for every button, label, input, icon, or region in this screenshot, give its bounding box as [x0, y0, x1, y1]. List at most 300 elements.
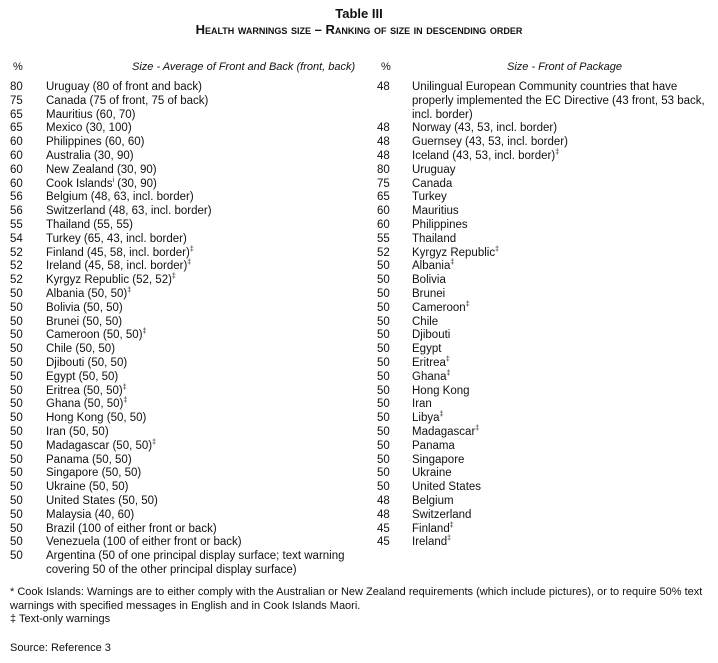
table-row — [377, 467, 712, 481]
country-entry — [46, 233, 370, 247]
country-entry — [46, 550, 370, 578]
country-entry — [412, 164, 712, 178]
percent-value: 80 — [377, 163, 390, 176]
footnote-mark: ‡ — [445, 356, 450, 364]
percent-value: 50 — [10, 356, 23, 369]
percent-value: 56 — [10, 191, 23, 204]
country-text: Brunei (50, 50) — [46, 315, 123, 328]
country-entry — [46, 81, 370, 95]
percent-value: 45 — [377, 536, 390, 549]
country-text: Libya — [412, 412, 440, 425]
country-entry — [46, 122, 370, 136]
table-row — [10, 412, 370, 426]
table-title: Table III — [335, 6, 383, 21]
percent-value: 50 — [377, 260, 390, 273]
country-entry — [412, 343, 712, 357]
country-entry — [46, 481, 370, 495]
table-row — [10, 523, 370, 537]
country-entry — [46, 136, 370, 150]
country-text: Chile (50, 50) — [46, 343, 116, 356]
percent-value: 50 — [377, 481, 390, 494]
country-text: Malaysia (40, 60) — [46, 508, 135, 521]
table-row — [10, 316, 370, 330]
percent-value: 50 — [10, 315, 23, 328]
country-entry — [412, 329, 712, 343]
table-row — [10, 81, 370, 95]
country-text: Iran — [412, 398, 432, 411]
table-row — [377, 343, 712, 357]
percent-value: 48 — [377, 494, 390, 507]
country-text: Iran (50, 50) — [46, 425, 109, 438]
percent-value: 50 — [377, 343, 390, 356]
country-text-suffix: (30, 90) — [114, 177, 157, 190]
country-text: Cameroon — [412, 301, 466, 314]
country-entry — [46, 426, 370, 440]
table-row — [10, 371, 370, 385]
table-row — [10, 467, 370, 481]
country-entry — [46, 191, 370, 205]
country-text: Brazil (100 of either front or back) — [46, 522, 217, 535]
country-text: Turkey (65, 43, incl. border) — [46, 232, 187, 245]
footnote-mark: ‡ — [122, 383, 127, 391]
table-row — [377, 412, 712, 426]
country-text: Egypt — [412, 343, 442, 356]
country-entry — [46, 316, 370, 330]
percent-value: 50 — [10, 467, 23, 480]
table-row — [10, 247, 370, 261]
percent-value: 52 — [10, 274, 23, 287]
country-entry — [412, 288, 712, 302]
country-text: Norway (43, 53, incl. border) — [412, 122, 558, 135]
footnote-mark: ‡ — [450, 259, 455, 267]
footnote-mark: ‡ — [495, 245, 499, 253]
table-row — [10, 178, 370, 192]
country-text: Hong Kong — [412, 384, 470, 397]
table-subtitle: Health warnings size – Ranking of size in descending order — [195, 22, 523, 37]
country-text: Canada (75 of front, 75 of back) — [46, 94, 209, 107]
table-row — [377, 426, 712, 440]
footnote-mark: ‡ — [449, 521, 454, 529]
table-row — [377, 329, 712, 343]
country-text: Finland — [412, 522, 450, 535]
country-text: Panama (50, 50) — [46, 453, 132, 466]
left-ranking-list — [10, 81, 370, 578]
country-text: Uruguay — [412, 163, 456, 176]
country-entry — [46, 274, 370, 288]
country-text: Albania — [412, 260, 451, 273]
source-note: Source: Reference 3 — [10, 642, 111, 654]
table-row — [377, 523, 712, 537]
percent-value: 50 — [10, 453, 23, 466]
percent-value: 50 — [10, 329, 23, 342]
country-entry — [412, 495, 712, 509]
percent-value: 50 — [10, 536, 23, 549]
country-entry — [46, 178, 370, 192]
percent-value: 48 — [377, 508, 390, 521]
table-row — [377, 274, 712, 288]
country-text: Chile — [412, 315, 439, 328]
table-row — [10, 536, 370, 550]
percent-value: 60 — [10, 136, 23, 149]
footnote-mark: ‡ — [447, 535, 452, 543]
table-row — [10, 385, 370, 399]
country-text: Switzerland — [412, 508, 472, 521]
right-size-header: Size - Front of Package — [507, 61, 622, 73]
country-entry — [46, 150, 370, 164]
table-row — [377, 371, 712, 385]
country-entry — [46, 467, 370, 481]
percent-value: 50 — [10, 287, 23, 300]
country-text: Belgium (48, 63, incl. border) — [46, 191, 194, 204]
country-entry — [412, 302, 712, 316]
footnote-mark: ‡ — [465, 300, 470, 308]
table-row — [10, 481, 370, 495]
table-row — [377, 233, 712, 247]
percent-value: 65 — [10, 108, 23, 121]
country-entry — [412, 440, 712, 454]
percent-value: 50 — [377, 398, 390, 411]
table-row — [377, 205, 712, 219]
footnote-text-only: ‡ Text-only warnings — [10, 613, 111, 625]
percent-value: 50 — [377, 453, 390, 466]
percent-value: 60 — [10, 163, 23, 176]
country-text: Finland (45, 58, incl. border) — [46, 246, 190, 259]
table-row — [10, 233, 370, 247]
table-row — [10, 550, 370, 578]
country-entry — [412, 219, 712, 233]
country-text: Ukraine — [412, 467, 452, 480]
country-text: Argentina (50 of one principal display surface; text warning covering 50 of the other principal display surface) — [46, 550, 345, 576]
table-row — [10, 95, 370, 109]
percent-value: 48 — [377, 149, 390, 162]
country-entry — [412, 398, 712, 412]
percent-value: 50 — [377, 287, 390, 300]
footnotes — [10, 586, 710, 627]
percent-value: 45 — [377, 522, 390, 535]
country-text: Singapore — [412, 453, 465, 466]
left-pct-header: % — [13, 61, 23, 73]
table-row — [377, 385, 712, 399]
table-row — [377, 357, 712, 371]
table-row — [377, 398, 712, 412]
percent-value: 50 — [377, 301, 390, 314]
table-row — [377, 219, 712, 233]
country-text: Mexico (30, 100) — [46, 122, 132, 135]
table-row — [10, 426, 370, 440]
table-row — [377, 136, 712, 150]
footnote-mark: ‡ — [152, 438, 157, 446]
country-text: Cook Islands — [46, 177, 113, 190]
table-row — [377, 122, 712, 136]
percent-value: 50 — [377, 370, 390, 383]
percent-value: 50 — [10, 343, 23, 356]
percent-value: 50 — [377, 356, 390, 369]
percent-value: 55 — [10, 218, 23, 231]
country-entry — [46, 329, 370, 343]
table-row — [377, 164, 712, 178]
table-row — [377, 509, 712, 523]
percent-value: 65 — [377, 191, 390, 204]
country-entry — [412, 122, 712, 136]
percent-value: 80 — [10, 81, 23, 93]
country-text: Djibouti — [412, 329, 451, 342]
country-text: Ghana — [412, 370, 447, 383]
country-text: Iceland (43, 53, incl. border) — [412, 149, 556, 162]
table-row — [377, 81, 712, 122]
country-entry — [412, 274, 712, 288]
percent-value: 55 — [377, 232, 390, 245]
footnote-mark: ‡ — [475, 425, 480, 433]
country-text: Ireland (45, 58, incl. border) — [46, 260, 188, 273]
country-text: United States (50, 50) — [46, 494, 158, 507]
table-row — [10, 357, 370, 371]
country-text: Guernsey (43, 53, incl. border) — [412, 136, 568, 149]
country-text: Thailand — [412, 232, 457, 245]
country-entry — [412, 233, 712, 247]
percent-value: 50 — [10, 425, 23, 438]
country-entry — [412, 81, 712, 122]
country-entry — [412, 523, 712, 537]
country-entry — [46, 205, 370, 219]
table-row — [377, 495, 712, 509]
percent-value: 50 — [10, 494, 23, 507]
percent-value: 50 — [10, 550, 23, 563]
country-entry — [46, 385, 370, 399]
country-text: Ukraine (50, 50) — [46, 481, 129, 494]
table-row — [10, 302, 370, 316]
country-text: Unilingual European Community countries that have properly implemented the EC Directive (43 front, 53 back, incl. border) — [412, 81, 705, 121]
percent-value: 50 — [377, 439, 390, 452]
country-entry — [46, 302, 370, 316]
country-text: Bolivia — [412, 274, 446, 287]
table-row — [10, 274, 370, 288]
country-text: Egypt (50, 50) — [46, 370, 119, 383]
country-entry — [46, 509, 370, 523]
table-row — [10, 509, 370, 523]
country-text: Ghana (50, 50) — [46, 398, 124, 411]
country-text: Venezuela (100 of either front or back) — [46, 536, 242, 549]
country-entry — [412, 191, 712, 205]
percent-value: 52 — [10, 246, 23, 259]
table-row — [10, 454, 370, 468]
percent-value: 54 — [10, 232, 23, 245]
country-entry — [46, 95, 370, 109]
percent-value: 75 — [10, 94, 23, 107]
country-entry — [412, 467, 712, 481]
country-entry — [412, 454, 712, 468]
footnote-mark: ‡ — [555, 149, 560, 157]
table-row — [10, 205, 370, 219]
country-entry — [46, 164, 370, 178]
table-row — [10, 343, 370, 357]
country-entry — [412, 509, 712, 523]
country-text: New Zealand (30, 90) — [46, 163, 157, 176]
country-entry — [412, 536, 712, 550]
footnote-cook-islands: * Cook Islands: Warnings are to either comply with the Australian or New Zealand requirements (which include pictures), or to require 50% text warnings with specified messages in English and in Cook Islands Maori. — [10, 586, 703, 612]
country-text: Mauritius (60, 70) — [46, 108, 136, 121]
country-entry — [46, 357, 370, 371]
country-entry — [46, 398, 370, 412]
percent-value: 60 — [377, 205, 390, 218]
country-entry — [46, 495, 370, 509]
country-text: Hong Kong (50, 50) — [46, 412, 147, 425]
country-entry — [412, 178, 712, 192]
percent-value: 50 — [10, 508, 23, 521]
country-entry — [412, 136, 712, 150]
percent-value: 50 — [10, 370, 23, 383]
country-entry — [412, 426, 712, 440]
country-entry — [46, 109, 370, 123]
country-entry — [46, 440, 370, 454]
table-row — [10, 398, 370, 412]
percent-value: 50 — [377, 425, 390, 438]
percent-value: 50 — [10, 522, 23, 535]
table-row — [10, 260, 370, 274]
country-entry — [46, 260, 370, 274]
country-text: Thailand (55, 55) — [46, 218, 133, 231]
country-entry — [412, 481, 712, 495]
country-entry — [46, 536, 370, 550]
country-text: Albania (50, 50) — [46, 287, 128, 300]
table-row — [377, 150, 712, 164]
footnote-mark: ‡ — [187, 259, 192, 267]
country-text: Turkey — [412, 191, 447, 204]
country-text: Ireland — [412, 536, 448, 549]
percent-value: 50 — [377, 467, 390, 480]
country-text: Cameroon (50, 50) — [46, 329, 143, 342]
right-ranking-list — [377, 81, 712, 550]
table-row — [377, 178, 712, 192]
country-text: Kyrgyz Republic (52, 52) — [46, 274, 172, 287]
country-text: Philippines (60, 60) — [46, 136, 145, 149]
table-row — [10, 122, 370, 136]
country-entry — [412, 385, 712, 399]
table-row — [377, 316, 712, 330]
country-entry — [46, 412, 370, 426]
percent-value: 60 — [10, 149, 23, 162]
footnote-mark: ‡ — [127, 287, 132, 295]
country-entry — [46, 523, 370, 537]
percent-value: 50 — [377, 274, 390, 287]
percent-value: 50 — [377, 329, 390, 342]
percent-value: 48 — [377, 81, 390, 93]
table-row — [10, 329, 370, 343]
percent-value: 50 — [10, 384, 23, 397]
percent-value: 56 — [10, 205, 23, 218]
country-text: Mauritius — [412, 205, 459, 218]
country-text: Philippines — [412, 218, 468, 231]
footnote-mark: ‡ — [171, 273, 176, 281]
percent-value: 60 — [10, 177, 23, 190]
country-text: Panama — [412, 439, 455, 452]
country-text: Uruguay (80 of front and back) — [46, 81, 202, 93]
table-row — [377, 536, 712, 550]
country-text: Belgium — [412, 494, 454, 507]
country-text: Madagascar — [412, 425, 476, 438]
percent-value: 52 — [10, 260, 23, 273]
country-entry — [412, 205, 712, 219]
table-row — [10, 164, 370, 178]
country-entry — [412, 412, 712, 426]
table-row — [377, 247, 712, 261]
country-entry — [46, 288, 370, 302]
country-text: Switzerland (48, 63, incl. border) — [46, 205, 212, 218]
footnote-mark: i — [112, 176, 115, 184]
table-row — [10, 109, 370, 123]
country-entry — [46, 454, 370, 468]
percent-value: 50 — [10, 398, 23, 411]
percent-value: 50 — [377, 412, 390, 425]
country-entry — [412, 371, 712, 385]
country-text: Singapore (50, 50) — [46, 467, 142, 480]
percent-value: 60 — [377, 218, 390, 231]
country-entry — [412, 357, 712, 371]
table-row — [377, 191, 712, 205]
country-entry — [412, 260, 712, 274]
country-text: United States — [412, 481, 482, 494]
country-entry — [412, 150, 712, 164]
table-row — [377, 288, 712, 302]
table-row — [10, 440, 370, 454]
country-text: Australia (30, 90) — [46, 149, 134, 162]
percent-value: 50 — [377, 384, 390, 397]
percent-value: 65 — [10, 122, 23, 135]
country-text: Madagascar (50, 50) — [46, 439, 153, 452]
table-row — [10, 288, 370, 302]
country-entry — [46, 219, 370, 233]
country-entry — [46, 371, 370, 385]
footnote-mark: ‡ — [142, 328, 147, 336]
table-row — [10, 495, 370, 509]
country-entry — [46, 247, 370, 261]
percent-value: 50 — [10, 301, 23, 314]
footnote-mark: ‡ — [439, 411, 444, 419]
country-text: Canada — [412, 177, 453, 190]
table-row — [10, 219, 370, 233]
country-entry — [412, 247, 712, 261]
percent-value: 52 — [377, 246, 390, 259]
country-entry — [46, 343, 370, 357]
country-text: Djibouti (50, 50) — [46, 356, 128, 369]
table-row — [10, 136, 370, 150]
table-row — [377, 481, 712, 495]
left-size-header: Size - Average of Front and Back (front, back) — [132, 61, 356, 73]
percent-value: 48 — [377, 122, 390, 135]
country-text: Kyrgyz Republic — [412, 246, 496, 259]
country-text: Eritrea — [412, 356, 446, 369]
percent-value: 48 — [377, 136, 390, 149]
percent-value: 50 — [10, 439, 23, 452]
table-row — [377, 260, 712, 274]
table-row — [10, 150, 370, 164]
table-row — [10, 191, 370, 205]
percent-value: 50 — [10, 481, 23, 494]
country-text: Eritrea (50, 50) — [46, 384, 123, 397]
percent-value: 75 — [377, 177, 390, 190]
country-entry — [412, 316, 712, 330]
footnote-mark: ‡ — [123, 397, 128, 405]
table-row — [377, 454, 712, 468]
percent-value: 50 — [10, 412, 23, 425]
percent-value: 50 — [377, 315, 390, 328]
right-pct-header: % — [381, 61, 391, 73]
table-row — [377, 302, 712, 316]
footnote-mark: ‡ — [446, 369, 451, 377]
country-text: Brunei — [412, 287, 446, 300]
footnote-mark: ‡ — [189, 245, 194, 253]
table-row — [377, 440, 712, 454]
country-text: Bolivia (50, 50) — [46, 301, 123, 314]
